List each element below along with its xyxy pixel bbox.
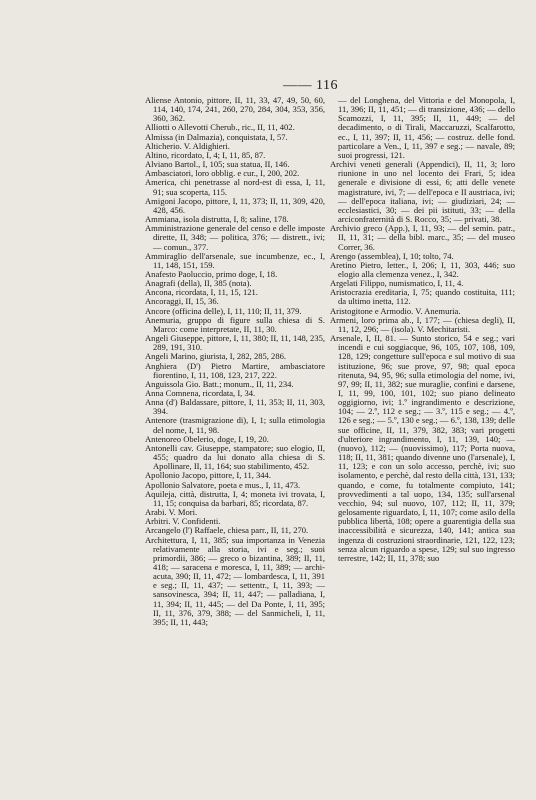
index-entry: Altino, ricordato, I, 4; I, 11, 85, 87.: [145, 149, 266, 160]
index-entry: Anguissola Gio. Batt.; monum., II, 11, 234.: [145, 378, 294, 389]
index-entry: Ancore (officina delle), I, 11, 110; II, 11, 379.: [145, 305, 302, 316]
index-entry: Alticherio. V. Aldighieri.: [145, 140, 230, 151]
index-entry: Aristocrazia ereditaria, I, 75; quando costituita, 111; da ultimo inetta, 112.: [330, 287, 515, 307]
index-entry: Angeli Marino, giurista, I, 282, 285, 286.: [145, 351, 287, 362]
index-entry: Anafesto Paoluccio, primo doge, I, 18.: [145, 268, 278, 279]
index-entry: America, chi penetrasse al nord-est di essa, I, 11, 91; sua scoperta, 115.: [145, 177, 325, 197]
index-entry: — del Longhena, del Vittoria e del Monopola, I, 11, 396; II, 11, 451; — di transizione, 436; — dello Scamozzi, I, 11, 395; II, 11, 449; — del decadimento, o di Tirali, Maccaruzzi, Scalfarotto, ec., I, 11, 397; II, 11, 456; — costruz. delle fond. particolare a Ven., I, 11, 397 e seg.; — navale, 89; suoi progressi, 121.: [338, 95, 515, 160]
index-entry: Ammiraglio dell'arsenale, sue incumbenze, ec., I, 11, 148, 151, 159.: [145, 250, 325, 270]
index-entry: Architettura, I, 11, 385; sua importanza in Venezia relativamente alla storia, ivi e seg.; suoi primordii, 386; — greco o bizantina, 389; II, 11, 418; — saracena e moresca, I, 11, 389; — archi-acuta, 390; II, 11, 472; — lombardesca, I, 11, 391 e seg.; II, 11, 437; — settentr., I, 11, 393; — sansovinesca, 394; II, 11, 447; — palladiana, I, 11, 394; II, 11, 445; — del Da Ponte, I, 11, 395; II, 11, 376, 379, 388; — del Sanmicheli, I, 11, 395; II, 11, 443;: [145, 534, 325, 627]
index-entry: Apollonio Jacopo, pittore, I, 11, 344.: [145, 470, 271, 481]
index-entry: Almissa (in Dalmazia), conquistata, I, 57.: [145, 131, 288, 142]
index-entry: Ammiana, isola distrutta, I, 8; saline, 178.: [145, 214, 289, 225]
index-entry: Arcangelo (l') Raffaele, chiesa parr., II, 11, 270.: [145, 525, 309, 536]
index-entry: Ancona, ricordata, I, 11, 15, 121.: [145, 287, 258, 298]
index-entry: Antenore (trasmigrazione di), I, 1; sulla etimologia del nome, I, 11, 98.: [145, 415, 325, 435]
index-entry: Anna Comnena, ricordata, I, 34.: [145, 388, 256, 398]
index-entry: Aretino Pietro, letter., I, 206; I, 11, 303, 446; suo elogio alla clemenza venez., I, 342.: [330, 259, 515, 279]
index-entry: Anagrafi (della), II, 385 (nota).: [145, 278, 252, 289]
index-entry: Arengo (assemblea), I, 10; tolto, 74.: [330, 250, 454, 261]
index-entry: Argelati Filippo, numismatico, I, 11, 4.: [330, 278, 464, 289]
index-entry: Ancoraggi, II, 15, 36.: [145, 296, 219, 307]
index-entry: Amministrazione generale del censo e delle imposte dirette, II, 348; — politica, 376; — distrett., ivi; — comun., 377.: [145, 223, 325, 252]
index-entry: Anna (d') Baldassare, pittore, I, 11, 353; II, 11, 303, 394.: [145, 397, 325, 417]
index-entry: Arbitri. V. Confidenti.: [145, 516, 221, 527]
index-entry: Archivio greco (App.), I, 11, 93; — del semin. patr., II, 11, 31; — della bibl. marc., 35; — del museo Correr, 36.: [330, 223, 515, 252]
index-entry: Antenoreo Obelerio, doge, I, 19, 20.: [145, 433, 269, 444]
index-entry: Apollonio Salvatore, poeta e mus., I, 11, 473.: [145, 479, 301, 490]
index-column-left: [145, 96, 325, 627]
page-number: —— 116: [283, 78, 338, 93]
index-entry: Alliotti o Allevotti Cherub., ric., II, 11, 402.: [145, 122, 295, 133]
index-entry: Anemuria, gruppo di figure sulla chiesa di S. Marco: come interpretate, II, 11, 30.: [145, 314, 325, 334]
index-entry: Antonelli cav. Giuseppe, stampatore; suo elogio, II, 455; quadro da lui donato alla chiesa di S. Apollinare, II, 11, 164; suo stabilimento, 452.: [145, 442, 325, 472]
index-entry: Aristogitone e Armodio. V. Anemuria.: [330, 305, 461, 316]
index-entry: Angeli Giuseppe, pittore, I, 11, 380; II, 11, 148, 235, 289, 191, 310.: [145, 333, 326, 353]
index-entry: Archivi veneti generali (Appendici), II, 11, 3; loro riunione in uno nel locento dei Frari, 5; idea generale e divisione di essi, 6; atti delle venete magistrature, ivi, 7; — dell'epoca e II austriaca, ivi; — dell'epoca italiana, ivi; — giudiziari, 24; — ecclesiastici, 30; — dei pii istituti, 33; — della arciconfraternità di S. Rocco, 35; — privati, 38.: [330, 159, 515, 225]
index-entry: Armeni, loro prima ab., I, 177; — (chiesa degli), II, 11, 12, 296; — (isola). V. Mechitaristi.: [330, 314, 515, 334]
index-entry: Aquileja, città, distrutta, I, 4; moneta ivi trovata, I, 11, 15; conquisa da barbari, 85; ricordata, 87.: [145, 488, 325, 508]
index-entry: Aliense Antonio, pittore, II, 11, 33, 47, 49, 50, 60, 114, 140, 174, 241, 260, 270, 284, 304, 353, 356, 360, 362.: [145, 95, 325, 124]
index-entry: Ambasciatori, loro obblig. e cur., I, 200, 202.: [145, 168, 300, 179]
index-entry: Arabi. V. Mori.: [145, 507, 198, 518]
index-column-right: [330, 96, 515, 563]
index-entry: Amigoni Jacopo, pittore, I, 11, 373; II, 11, 309, 420, 428, 456.: [145, 195, 325, 215]
index-entry: Alviano Bartol., I, 105; sua statua, II, 146.: [145, 159, 290, 170]
index-entry: Arsenale, I, II, 81. — Sunto storico, 54 e seg.; vari incendi e cui soggiacque, 96, 105, 107, 108, 109, 128, 129; congetture sull'epoca e sul motivo di sua istituzione, 96; sue prove, 97, 98; qual epoca ritenuta, 94, 95, 96; sulla etimologia del nome, ivi, 97, 99; II, 11, 382; sue muraglie, confini e darsene, I, 11, 99, 100, 101, 102; suo piano delineato oggigiorno, ivi; 1.º ingrandimento e descrizione, 104; — 2.º, 112 e seg.; — 3.º, 115 e seg.; — 4.º, 126 e seg.; — 5.º, 130 e seg.; — 6.º, 138, 139; delle sue officine, II, 11, 379, 382, 383; vari progetti d'ulteriore ingrandimento, I, 11, 139, 140; — (nuovo), 112; — (nuovissimo), 117; Porta nuova, 118; II, 11, 381; quando divenne uno (l'arsenale), I, 11, 123; e con un solo accesso, perchè, ivi; suo isolamento, e perchè, dal resto della città, 131, 133; quando, e come, fu totalmente compiuto, 141; provvedimenti a tal uopo, 134, 135; sull'arsenal vecchio, 94; sul nuovo, 107, 112; II, 11, 379; gelosamente riguardato, I, 11, 107; come asilo della pubblica libertà, 108; opere a guarentigia della sua inaccessibilità e sicurezza, 140, 141; antica sua ingenza di costruzioni straordinarie, 121, 122, 123; senza alcun riguardo a spese, 129; sul suo ingresso terrestre, 142; II, 11, 378; suo: [330, 333, 515, 563]
index-entry: Anghiera (D') Pietro Martire, ambasciatore fiorentino, I, 11, 108, 123, 217, 222.: [145, 360, 325, 380]
